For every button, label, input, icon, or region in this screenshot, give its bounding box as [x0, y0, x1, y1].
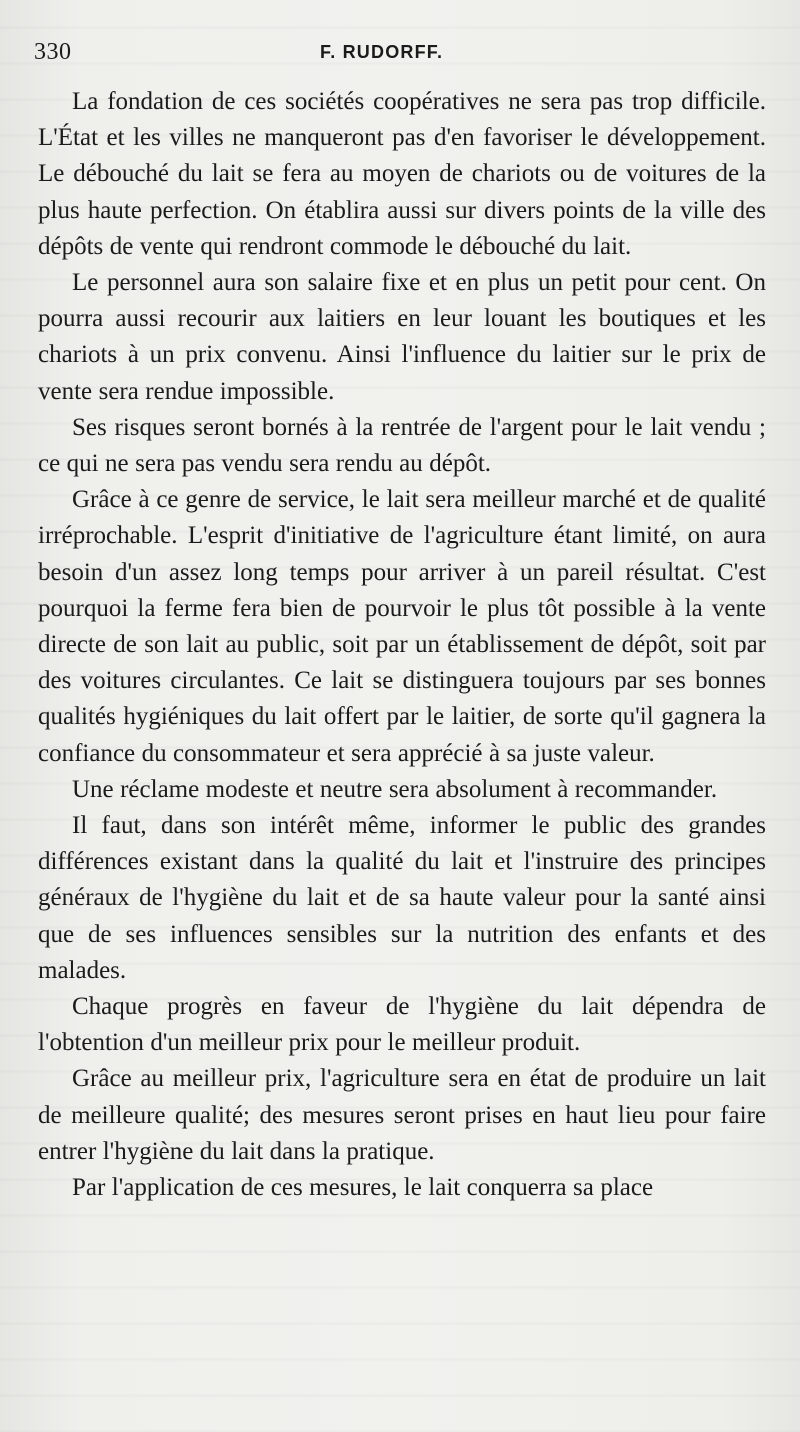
paragraph: Ses risques seront bornés à la rentrée de l'argent pour le lait vendu ; ce qui ne sera pas vendu sera rendu au dépôt.: [38, 413, 766, 478]
paragraph: Par l'application de ces mesures, le lait conquerra sa place: [72, 1174, 654, 1202]
running-head: F. RUDORFF.: [320, 42, 444, 62]
paragraph: Une réclame modeste et neutre sera absolument à recommander.: [72, 775, 718, 803]
paragraph: La fondation de ces sociétés coopératives ne sera pas trop difficile. L'État et les villes ne manqueront pas d'en favoriser le développement. Le débouché du lait se fera au moyen de chariots ou de voitures de la plus haute perfection. On établira aussi sur divers points de la ville des dépôts de vente qui rendront commode le débouché du lait.: [38, 88, 766, 260]
paragraph: Il faut, dans son intérêt même, informer le public des grandes différences existant dans la qualité du lait et l'instruire des principes généraux de l'hygiène du lait et de sa haute valeur pour la santé ainsi que de ses influences sensibles sur la nutrition des enfants et des malades.: [38, 812, 766, 984]
paragraph: Grâce à ce genre de service, le lait sera meilleur marché et de qualité irréprochable. L'esprit d'initiative de l'agriculture étant limité, on aura besoin d'un assez long temps pour arriver à un pareil résultat. C'est pourquoi la ferme fera bien de pourvoir le plus tôt possible à la vente directe de son lait au public, soit par un établissement de dépôt, soit par des voitures circulantes. Ce lait se distinguera toujours par ses bonnes qualités hygiéniques du lait offert par le laitier, de sorte qu'il gagnera la confiance du consommateur et sera apprécié à sa juste valeur.: [38, 486, 766, 767]
page-number: 330: [34, 39, 72, 65]
body-text: [38, 84, 766, 1206]
paragraph: Le personnel aura son salaire fixe et en plus un petit pour cent. On pourra aussi recourir aux laitiers en leur louant les boutiques et les chariots à un prix convenu. Ainsi l'influence du laitier sur le prix de vente sera rendue impossible.: [38, 269, 766, 405]
paragraph: Chaque progrès en faveur de l'hygiène du lait dépendra de l'obtention d'un meilleur prix pour le meilleur produit.: [38, 993, 766, 1057]
paragraph: Grâce au meilleur prix, l'agriculture sera en état de produire un lait de meilleure qualité; des mesures seront prises en haut lieu pour faire entrer l'hygiène du lait dans la pratique.: [38, 1065, 766, 1165]
